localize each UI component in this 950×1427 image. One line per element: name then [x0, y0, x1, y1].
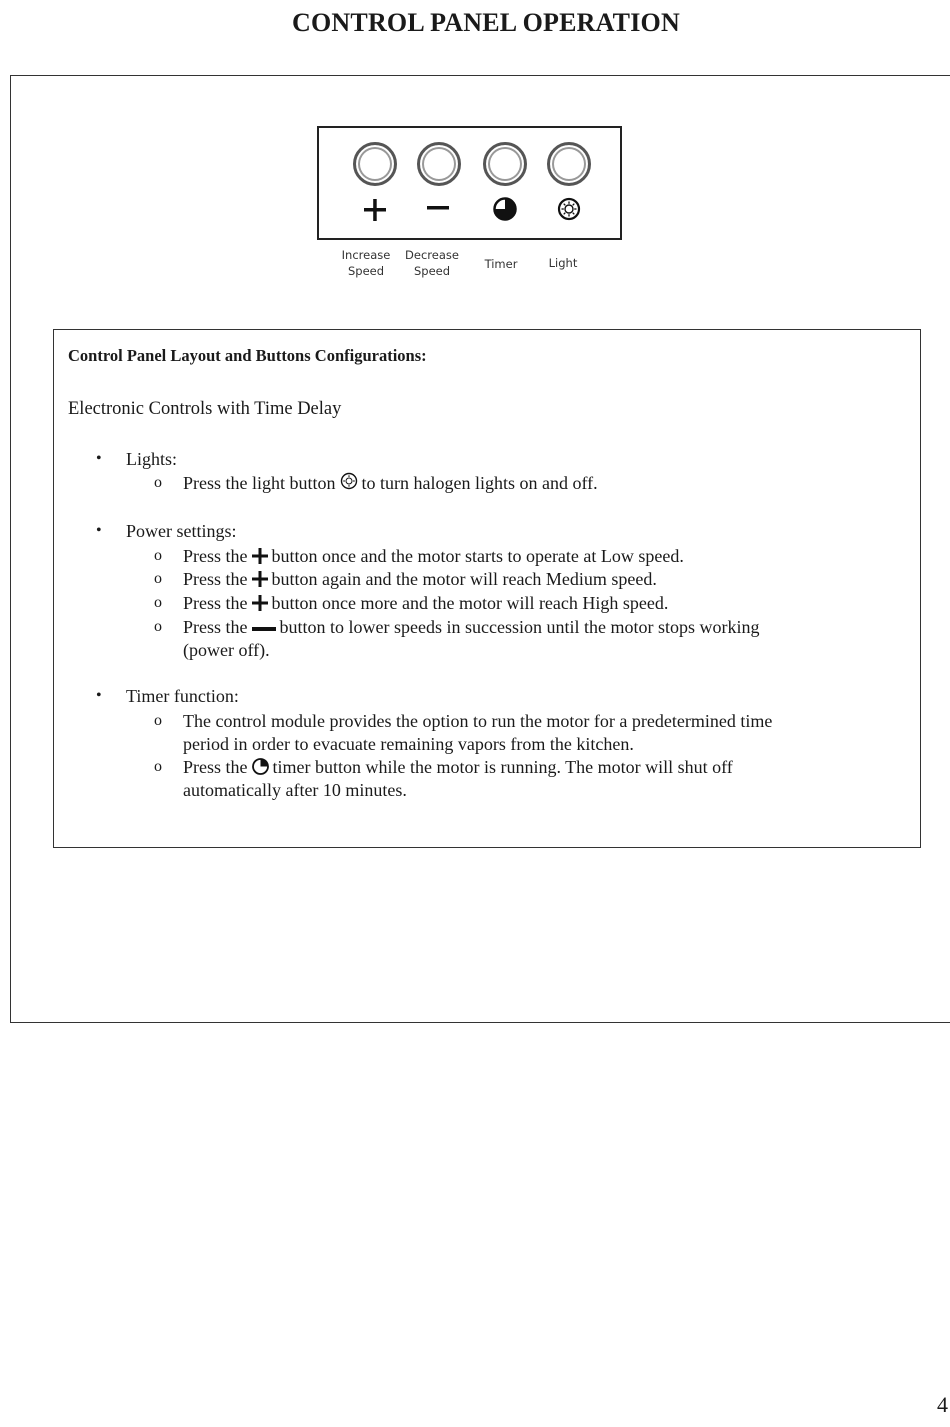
label-timer: Timer — [484, 257, 518, 271]
label-decrease-speed: Decrease Speed — [405, 248, 459, 278]
light-icon — [339, 472, 359, 492]
minus-icon — [251, 618, 277, 636]
timer-icon — [251, 757, 270, 776]
bullet: • — [96, 522, 102, 539]
timer-knob — [483, 142, 527, 186]
bullet: • — [96, 687, 102, 704]
decrease-knob — [417, 142, 461, 186]
minus-icon — [421, 194, 455, 226]
light-knob — [547, 142, 591, 186]
plus-icon — [251, 594, 269, 612]
instructions-box: Control Panel Layout and Buttons Configurations: Electronic Controls with Time Delay • Lights: o Press the light button to turn halogen lights on and off. • Power settings: o Press the button once and the motor starts to operate at Low speed. o Press the button again and the motor will reach Medium speed. o Press the button once more and the motor will reach High speed. o Press the button to lower speeds in succession until the motor stops working (power off). • Timer function: o The control module provides the option to run the motor for a predetermined time period in order to evacuate remaining vapors from the kitchen. o Press the timer button while the motor is running. The motor will shut off automatically after 10 minutes. — [53, 329, 921, 848]
timer-icon — [488, 194, 522, 226]
control-panel-diagram — [317, 126, 622, 240]
bullet: • — [96, 450, 102, 467]
box-heading: Control Panel Layout and Buttons Configurations: — [68, 346, 427, 365]
label-light: Light — [548, 256, 578, 270]
plus-icon — [358, 194, 392, 226]
page-number: 4 — [937, 1392, 948, 1417]
plus-icon — [251, 570, 269, 588]
page-title: CONTROL PANEL OPERATION — [292, 8, 680, 37]
plus-icon — [251, 547, 269, 565]
label-increase-speed: Increase Speed — [341, 248, 391, 278]
section-label-lights: Lights: — [126, 449, 178, 469]
section-label-timer: Timer function: — [126, 686, 239, 706]
section-label-power: Power settings: — [126, 521, 237, 541]
box-subheading: Electronic Controls with Time Delay — [68, 399, 342, 419]
increase-knob — [353, 142, 397, 186]
light-icon — [552, 194, 586, 226]
